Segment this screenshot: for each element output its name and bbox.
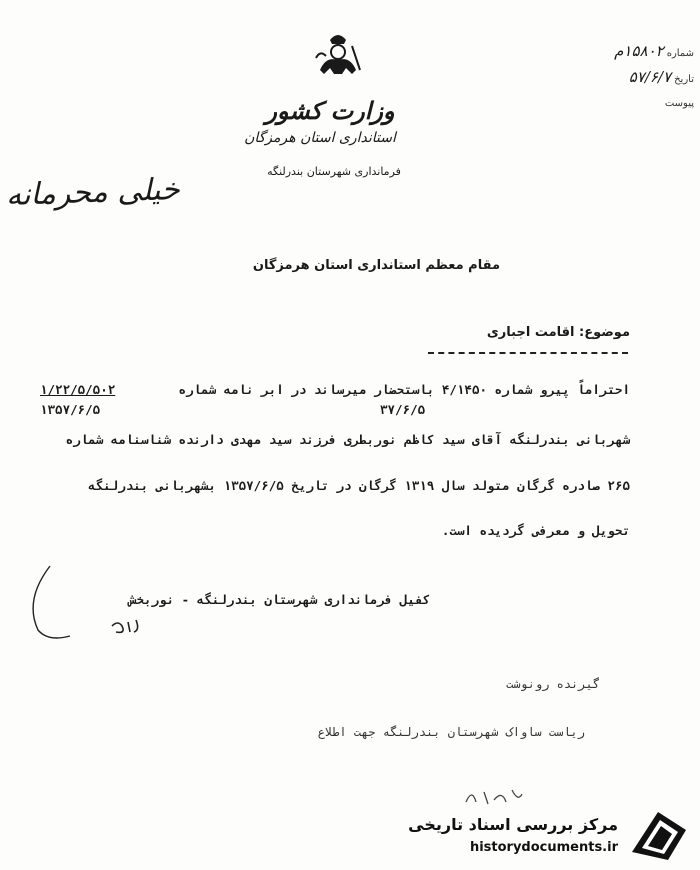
county-office-title: فرمانداری شهرستان بندرلنگه [267, 165, 401, 178]
body-reference-date-2: ۳۷/۶/۵ [380, 402, 426, 417]
watermark-text: مرکز بررسی اسناد تاریخی [408, 815, 618, 834]
attachment-label: پیوست [664, 98, 694, 109]
number-value: ۱۵۸۰۲م [614, 42, 664, 60]
body-line-3: ۲۶۵ صادره گرگان متولد سال ۱۳۱۹ گرگان در تاریخ ۱۳۵۷/۶/۵ بشهربانی بندرلنگه [88, 478, 630, 493]
letter-date [574, 68, 694, 86]
handwritten-signature [20, 560, 160, 700]
date-value: ۵۷/۶/۷ [628, 68, 672, 86]
body-line-2: شهربانی بندرلنگه آقای سید کاظم نوربطری فرزند سید مهدی دارنده شناسنامه شماره [65, 432, 630, 447]
ministry-title: وزارت کشور [265, 96, 395, 125]
cc-recipient: ریاست ساواک شهرستان بندرلنگه جهت اطلاع [317, 725, 585, 739]
letter-attachment [574, 92, 694, 110]
subject-line: موضوع: اقامت اجباری [486, 325, 630, 340]
signatory: کفیل فرمانداری شهرستان بندرلنگه - نوربخش [128, 592, 430, 607]
archive-logo-icon [628, 808, 690, 864]
body-line-4: تحویل و معرفی گردیده است. [441, 523, 630, 538]
classification-stamp: خیلی محرمانه [5, 171, 181, 214]
body-reference-date: ۱۳۵۷/۶/۵ [40, 402, 101, 417]
date-label: تاریخ [674, 74, 694, 85]
governorate-title: استانداری استان هرمزگان [244, 130, 396, 146]
handwritten-initials [460, 782, 530, 812]
number-label: شماره [666, 48, 694, 59]
addressee: مقام معظم استانداری استان هرمزگان [252, 258, 500, 273]
cc-label: گیرنده رونوشت [506, 677, 600, 691]
body-line-1: احتراماً پیرو شماره ۴/۱۴۵۰ باستحضار میرساند در ابر نامه شماره [178, 382, 630, 397]
lion-and-sun-emblem-icon [312, 30, 364, 78]
watermark-url: historydocuments.ir [469, 840, 618, 855]
body-reference-number: ۱/۲۲/۵/۵۰۲ [40, 382, 116, 397]
letter-number [574, 42, 694, 60]
subject-divider [428, 352, 628, 354]
